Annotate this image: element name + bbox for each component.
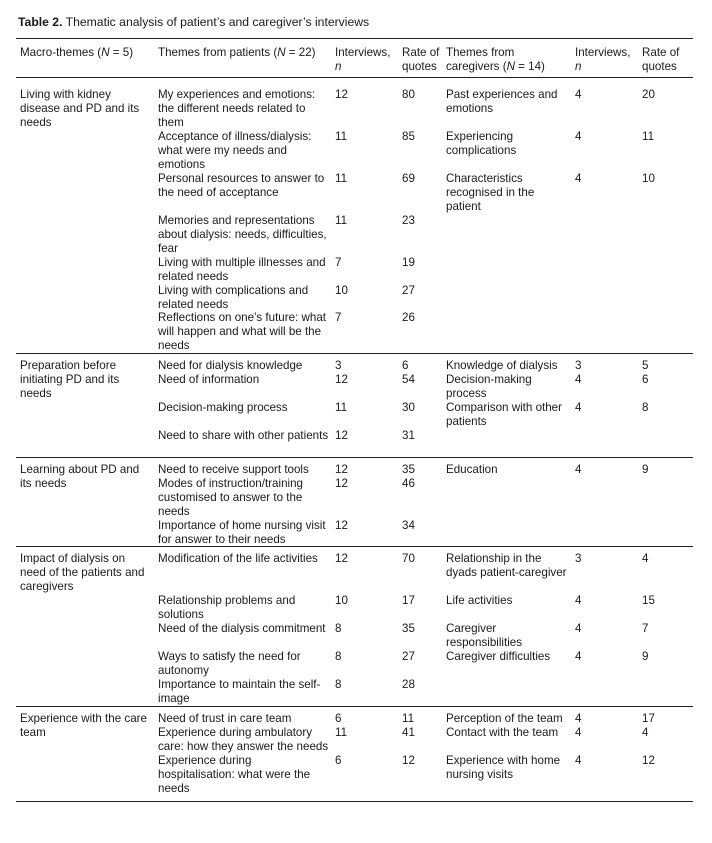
patient-theme: Need of the dialysis commitment xyxy=(158,622,326,635)
header-rate-caregivers: Rate of quotes xyxy=(642,46,680,73)
patient-interviews: 10 xyxy=(335,594,348,607)
caregiver-theme: Relationship in the dyads patient-caregiver xyxy=(446,552,567,579)
caregiver-interviews: 4 xyxy=(575,726,582,739)
macro-theme-4: Impact of dialysis on need of the patients and caregivers xyxy=(20,552,145,593)
patient-rate: 69 xyxy=(402,172,415,185)
patient-interviews: 12 xyxy=(335,463,348,476)
patient-rate: 19 xyxy=(402,256,415,269)
group-divider xyxy=(16,353,693,354)
caregiver-rate: 12 xyxy=(642,754,655,767)
patient-interviews: 11 xyxy=(335,130,348,143)
patient-theme: Importance of home nursing visit for answer to their needs xyxy=(158,519,326,546)
patient-interviews: 11 xyxy=(335,214,348,227)
patient-theme: Need to receive support tools xyxy=(158,463,309,476)
patient-interviews: 6 xyxy=(335,712,342,725)
caregiver-rate: 9 xyxy=(642,463,649,476)
caregiver-interviews: 4 xyxy=(575,130,582,143)
patient-theme: Living with multiple illnesses and related needs xyxy=(158,256,326,283)
caregiver-theme: Experiencing complications xyxy=(446,130,517,157)
patient-rate: 34 xyxy=(402,519,415,532)
caregiver-interviews: 3 xyxy=(575,552,582,565)
patient-theme: Experience during hospitalisation: what were the needs xyxy=(158,754,311,795)
patient-interviews: 6 xyxy=(335,754,342,767)
patient-theme: Need of trust in care team xyxy=(158,712,292,725)
patient-interviews: 11 xyxy=(335,172,348,185)
macro-theme-5: Experience with the care team xyxy=(20,712,147,739)
patient-theme: Relationship problems and solutions xyxy=(158,594,296,621)
caregiver-theme: Caregiver difficulties xyxy=(446,650,551,663)
caregiver-interviews: 4 xyxy=(575,463,582,476)
patient-interviews: 12 xyxy=(335,429,348,442)
patient-theme: Importance to maintain the self-image xyxy=(158,678,321,705)
caregiver-theme: Caregiver responsibilities xyxy=(446,622,523,649)
patient-rate: 27 xyxy=(402,650,415,663)
patient-rate: 17 xyxy=(402,594,415,607)
patient-theme: Need of information xyxy=(158,373,260,386)
caregiver-rate: 17 xyxy=(642,712,655,725)
caregiver-theme: Decision-making process xyxy=(446,373,532,400)
caregiver-interviews: 4 xyxy=(575,594,582,607)
patient-rate: 11 xyxy=(402,712,415,725)
patient-interviews: 12 xyxy=(335,477,348,490)
group-divider xyxy=(16,457,693,458)
header-interviews-patients: Interviews, n xyxy=(335,46,391,73)
patient-rate: 54 xyxy=(402,373,415,386)
patient-interviews: 12 xyxy=(335,88,348,101)
patient-rate: 26 xyxy=(402,311,415,324)
patient-interviews: 3 xyxy=(335,359,342,372)
patient-interviews: 7 xyxy=(335,256,342,269)
caregiver-theme: Experience with home nursing visits xyxy=(446,754,561,781)
patient-rate: 35 xyxy=(402,463,415,476)
patient-rate: 35 xyxy=(402,622,415,635)
patient-interviews: 12 xyxy=(335,552,348,565)
patient-rate: 41 xyxy=(402,726,415,739)
caregiver-rate: 7 xyxy=(642,622,649,635)
caregiver-theme: Comparison with other patients xyxy=(446,401,562,428)
patient-interviews: 7 xyxy=(335,311,342,324)
bottom-rule xyxy=(16,801,693,802)
top-rule xyxy=(16,38,693,39)
patient-interviews: 8 xyxy=(335,678,342,691)
patient-interviews: 10 xyxy=(335,284,348,297)
header-themes-caregivers: Themes from caregivers (N = 14) xyxy=(446,46,545,73)
caregiver-rate: 10 xyxy=(642,172,655,185)
patient-rate: 12 xyxy=(402,754,415,767)
macro-theme-3: Learning about PD and its needs xyxy=(20,463,140,490)
caregiver-interviews: 3 xyxy=(575,359,582,372)
caregiver-rate: 8 xyxy=(642,401,649,414)
caregiver-rate: 15 xyxy=(642,594,655,607)
caregiver-interviews: 4 xyxy=(575,88,582,101)
caregiver-rate: 5 xyxy=(642,359,649,372)
caregiver-interviews: 4 xyxy=(575,373,582,386)
caregiver-interviews: 4 xyxy=(575,754,582,767)
patient-theme: Need for dialysis knowledge xyxy=(158,359,303,372)
header-rule xyxy=(16,77,693,78)
patient-theme: Reflections on one’s future: what will happen and what will be the needs xyxy=(158,311,326,352)
caregiver-theme: Perception of the team xyxy=(446,712,563,725)
patient-rate: 31 xyxy=(402,429,415,442)
table-caption xyxy=(18,15,369,29)
patient-theme: Need to share with other patients xyxy=(158,429,329,442)
caregiver-interviews: 4 xyxy=(575,622,582,635)
group-divider xyxy=(16,706,693,707)
caregiver-theme: Contact with the team xyxy=(446,726,559,739)
header-interviews-caregivers: Interviews, n xyxy=(575,46,631,73)
caregiver-rate: 20 xyxy=(642,88,655,101)
header-rate-patients: Rate of quotes xyxy=(402,46,440,73)
caregiver-rate: 4 xyxy=(642,726,649,739)
caregiver-theme: Knowledge of dialysis xyxy=(446,359,558,372)
caregiver-rate: 9 xyxy=(642,650,649,663)
patient-theme: Ways to satisfy the need for autonomy xyxy=(158,650,301,677)
patient-theme: Living with complications and related needs xyxy=(158,284,309,311)
patient-rate: 80 xyxy=(402,88,415,101)
patient-theme: Modes of instruction/training customised to answer to the needs xyxy=(158,477,303,518)
patient-theme: Acceptance of illness/dialysis: what were my needs and emotions xyxy=(158,130,312,171)
patient-rate: 6 xyxy=(402,359,409,372)
macro-theme-2: Preparation before initiating PD and its needs xyxy=(20,359,120,400)
caregiver-theme: Characteristics recognised in the patient xyxy=(446,172,535,213)
patient-theme: Memories and representations about dialysis: needs, difficulties, fear xyxy=(158,214,327,255)
patient-interviews: 8 xyxy=(335,650,342,663)
table-label: Table 2. xyxy=(18,15,63,29)
caregiver-theme: Life activities xyxy=(446,594,513,607)
macro-theme-1: Living with kidney disease and PD and its needs xyxy=(20,88,140,129)
group-divider xyxy=(16,546,693,547)
patient-theme: Experience during ambulatory care: how they answer the needs xyxy=(158,726,329,753)
patient-interviews: 11 xyxy=(335,401,348,414)
table-title: Thematic analysis of patient’s and caregiver’s interviews xyxy=(65,15,370,29)
patient-theme: Modification of the life activities xyxy=(158,552,318,565)
header-macro-themes: Macro-themes (N = 5) xyxy=(20,46,134,59)
caregiver-theme: Education xyxy=(446,463,498,476)
patient-interviews: 12 xyxy=(335,519,348,532)
header-themes-patients: Themes from patients (N = 22) xyxy=(158,46,316,59)
caregiver-interviews: 4 xyxy=(575,650,582,663)
patient-rate: 27 xyxy=(402,284,415,297)
patient-rate: 28 xyxy=(402,678,415,691)
caregiver-interviews: 4 xyxy=(575,401,582,414)
patient-interviews: 11 xyxy=(335,726,348,739)
patient-interviews: 8 xyxy=(335,622,342,635)
patient-rate: 46 xyxy=(402,477,415,490)
caregiver-rate: 4 xyxy=(642,552,649,565)
caregiver-theme: Past experiences and emotions xyxy=(446,88,558,115)
caregiver-interviews: 4 xyxy=(575,712,582,725)
patient-theme: Personal resources to answer to the need of acceptance xyxy=(158,172,325,199)
caregiver-rate: 6 xyxy=(642,373,649,386)
patient-rate: 85 xyxy=(402,130,415,143)
patient-theme: Decision-making process xyxy=(158,401,288,414)
patient-interviews: 12 xyxy=(335,373,348,386)
patient-rate: 70 xyxy=(402,552,415,565)
patient-rate: 23 xyxy=(402,214,415,227)
caregiver-rate: 11 xyxy=(642,130,655,143)
caregiver-interviews: 4 xyxy=(575,172,582,185)
patient-theme: My experiences and emotions: the different needs related to them xyxy=(158,88,316,129)
patient-rate: 30 xyxy=(402,401,415,414)
